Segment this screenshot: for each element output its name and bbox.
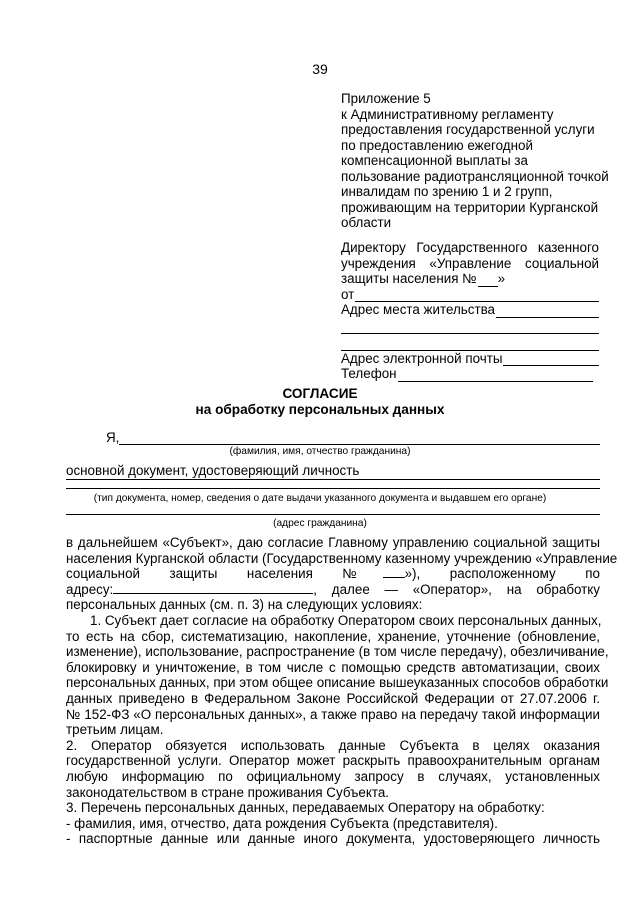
department-quote: »: [497, 271, 506, 286]
full-name-field[interactable]: [119, 432, 600, 445]
address-label: Адрес места жительства: [341, 302, 496, 317]
appendix-line: области: [341, 215, 392, 230]
appendix-line: по предоставлению ежегодной: [341, 137, 533, 153]
appendix-line: предоставления государственной услуги: [341, 122, 595, 137]
clause-1-line: изменение), использование, распространение (в том числе передачу), обезличивание,: [66, 644, 609, 660]
phone-row: [341, 366, 599, 382]
email-label: Адрес электронной почты: [341, 350, 503, 366]
page-number: 39: [312, 61, 328, 77]
clause-2-line: 2. Оператор обязуется использовать данные Субъекта в целях оказания: [66, 737, 600, 753]
appendix-block: [341, 91, 609, 231]
body-line: населения Курганской области (Государственному казенному учреждению «Управление: [66, 550, 618, 566]
identity-document-caption: (тип документа, номер, сведения о дате выдачи указанного документа и выдавшем его органе): [93, 493, 547, 504]
clause-3-line: 3. Перечень персональных данных, передаваемых Оператору на обработку:: [66, 800, 545, 816]
title-line-1: СОГЛАСИЕ: [282, 386, 358, 401]
address-row: [341, 302, 599, 318]
from-field[interactable]: [355, 289, 599, 302]
full-name-row: [106, 430, 600, 445]
department-number-row: [341, 271, 599, 287]
addressee-line: Директору Государственного казенного: [341, 240, 599, 255]
title-line-2: на обработку персональных данных: [195, 402, 445, 417]
phone-label: Телефон: [341, 366, 397, 381]
clause-2-line: законодательством в стране проживания Субъекта.: [66, 784, 390, 800]
appendix-line: проживающим на территории Курганской: [341, 199, 599, 215]
document-title: [0, 386, 640, 418]
clause-3-line: - паспортные данные или данные иного документа, удостоверяющего личность: [66, 831, 600, 847]
from-row: [341, 287, 599, 303]
appendix-line: пользование радиотрансляционной точкой: [341, 168, 609, 184]
full-name-caption: (фамилия, имя, отчество гражданина): [229, 446, 411, 457]
consent-body: [66, 535, 618, 847]
clause-1-line: № 152-ФЗ «О персональных данных», а также право на передачу такой информации: [66, 706, 600, 722]
addressee-line: учреждения «Управление социальной: [341, 255, 599, 271]
from-label: от: [341, 286, 355, 302]
clause-1-line: данных приведено в Федеральном Законе Российской Федерации от 27.07.2006 г.: [66, 690, 600, 706]
addressee-block: [341, 240, 599, 382]
appendix-line: инвалидам по зрению 1 и 2 групп,: [341, 184, 553, 199]
address-field-line-3[interactable]: [341, 334, 599, 351]
clause-1-line: то есть на сбор, систематизацию, накопление, хранение, уточнение (обновление,: [66, 628, 600, 644]
i-label: Я,: [106, 430, 120, 445]
department-label: защиты населения №: [341, 271, 477, 286]
citizen-address-caption: (адрес гражданина): [273, 518, 367, 529]
body-line: в дальнейшем «Субъект», даю согласие Главному управлению социальной защиты: [66, 535, 600, 550]
clause-3-line: - фамилия, имя, отчество, дата рождения Субъекта (представителя).: [66, 815, 498, 831]
identity-document-row[interactable]: [66, 463, 600, 480]
appendix-line: компенсационной выплаты за: [341, 153, 528, 168]
address-field-line-2[interactable]: [341, 318, 599, 335]
phone-field[interactable]: [398, 369, 593, 382]
operator-number-field[interactable]: [383, 566, 405, 578]
email-field[interactable]: [503, 353, 599, 366]
department-number-field[interactable]: [478, 274, 498, 287]
clause-2-line: любую информацию по официальному запросу в случаях, установленных: [66, 768, 600, 784]
appendix-line: к Административному регламенту: [341, 106, 554, 122]
identity-document-line[interactable]: [66, 488, 600, 489]
body-line-operator: социальной защиты населения № »), расположенному по: [66, 566, 600, 582]
clause-1-line: третьим лицам.: [66, 722, 164, 738]
citizen-address-line[interactable]: [66, 514, 600, 515]
clause-1-line: персональных данных, при этом общее описание вышеуказанных способов обработки: [66, 675, 609, 691]
body-line-address: адресу: , далее — «Оператор», на обработку: [66, 581, 600, 597]
body-line: персональных данных (см. п. 3) на следующих условиях:: [66, 597, 423, 613]
clause-2-line: государственной услуги. Оператор может раскрыть правоохранительным органам: [66, 753, 600, 769]
appendix-line: Приложение 5: [341, 91, 431, 106]
address-field[interactable]: [496, 305, 599, 318]
email-row: [341, 351, 599, 367]
clause-1-line: 1. Субъект дает согласие на обработку Оператором своих персональных данных,: [90, 612, 602, 628]
operator-address-field[interactable]: [113, 582, 313, 594]
clause-1-line: блокировку и уничтожение, в том числе с помощью средств автоматизации, своих: [66, 659, 600, 675]
identity-document-label: основной документ, удостоверяющий личность: [66, 463, 360, 478]
